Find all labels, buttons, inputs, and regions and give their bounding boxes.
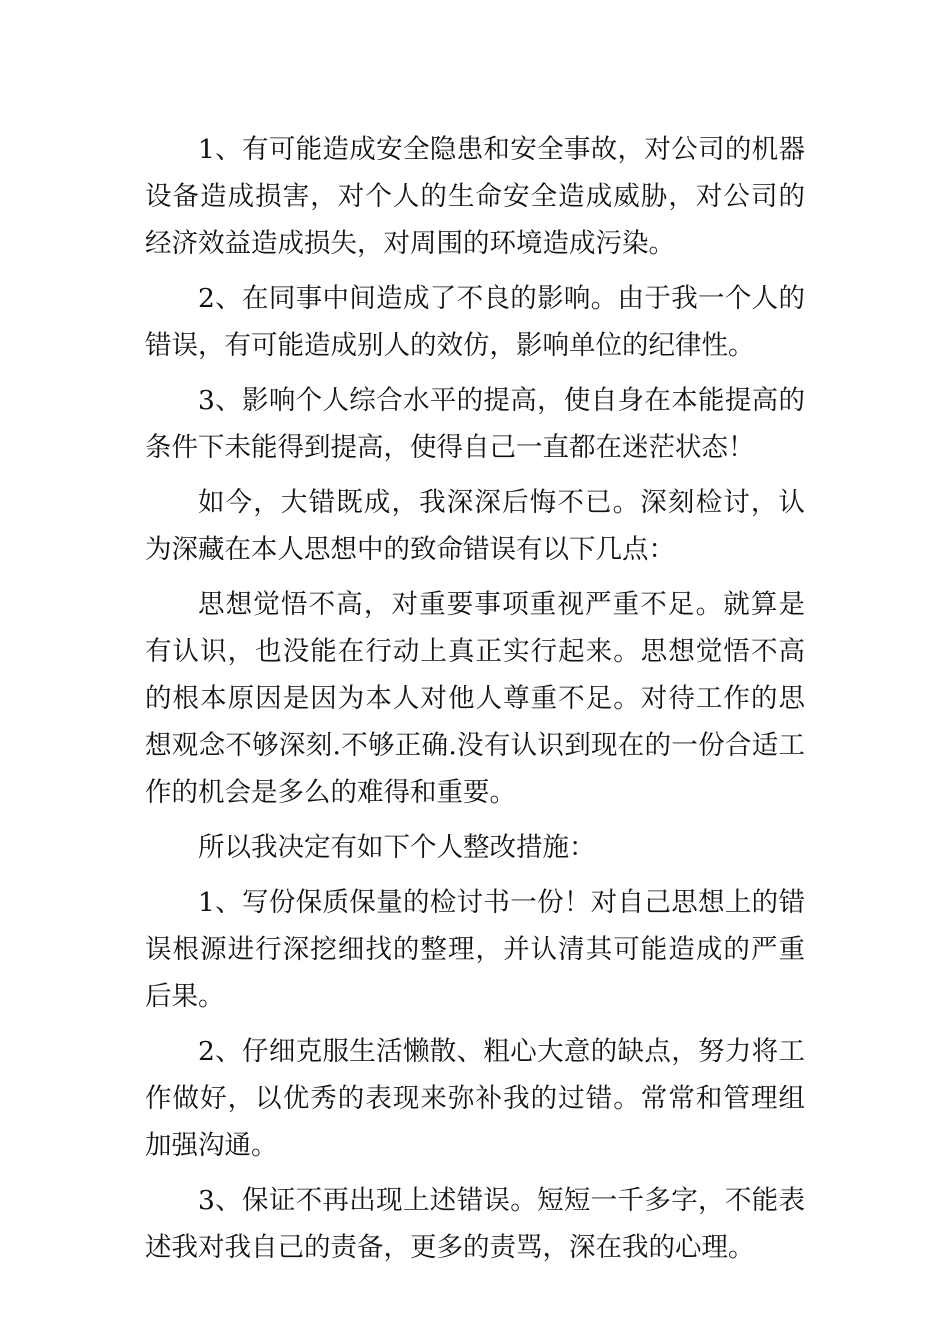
paragraph: 所以我决定有如下个人整改措施：	[198, 832, 596, 863]
paragraph: 2、仔细克服生活懒散、粗心大意的缺点，努力将工作做好，以优秀的表现来弥补我的过错。常常和管理组加强沟通。	[145, 1036, 805, 1161]
paragraph: 3、保证不再出现上述错误。短短一千多字，不能表述我对我自己的责备，更多的责骂，深在我的心理。	[145, 1185, 805, 1263]
paragraph: 2、在同事中间造成了不良的影响。由于我一个人的错误，有可能造成别人的效仿，影响单位的纪律性。	[145, 283, 805, 361]
paragraph: 1、写份保质保量的检讨书一份！对自己思想上的错误根源进行深挖细找的整理，并认清其可能造成的严重后果。	[145, 887, 805, 1012]
paragraph: 3、影响个人综合水平的提高，使自身在本能提高的条件下未能得到提高，使得自己一直都在迷茫状态！	[145, 385, 805, 463]
paragraph: 1、有可能造成安全隐患和安全事故，对公司的机器设备造成损害，对个人的生命安全造成威胁，对公司的经济效益造成损失，对周围的环境造成污染。	[145, 134, 805, 259]
paragraph: 思想觉悟不高，对重要事项重视严重不足。就算是有认识，也没能在行动上真正实行起来。思想觉悟不高的根本原因是因为本人对他人尊重不足。对待工作的思想观念不够深刻.不够正确.没有认识到现在的一份合适工作的机会是多么的难得和重要。	[145, 589, 805, 808]
paragraph: 如今，大错既成，我深深后悔不已。深刻检讨，认为深藏在本人思想中的致命错误有以下几点：	[145, 487, 805, 565]
